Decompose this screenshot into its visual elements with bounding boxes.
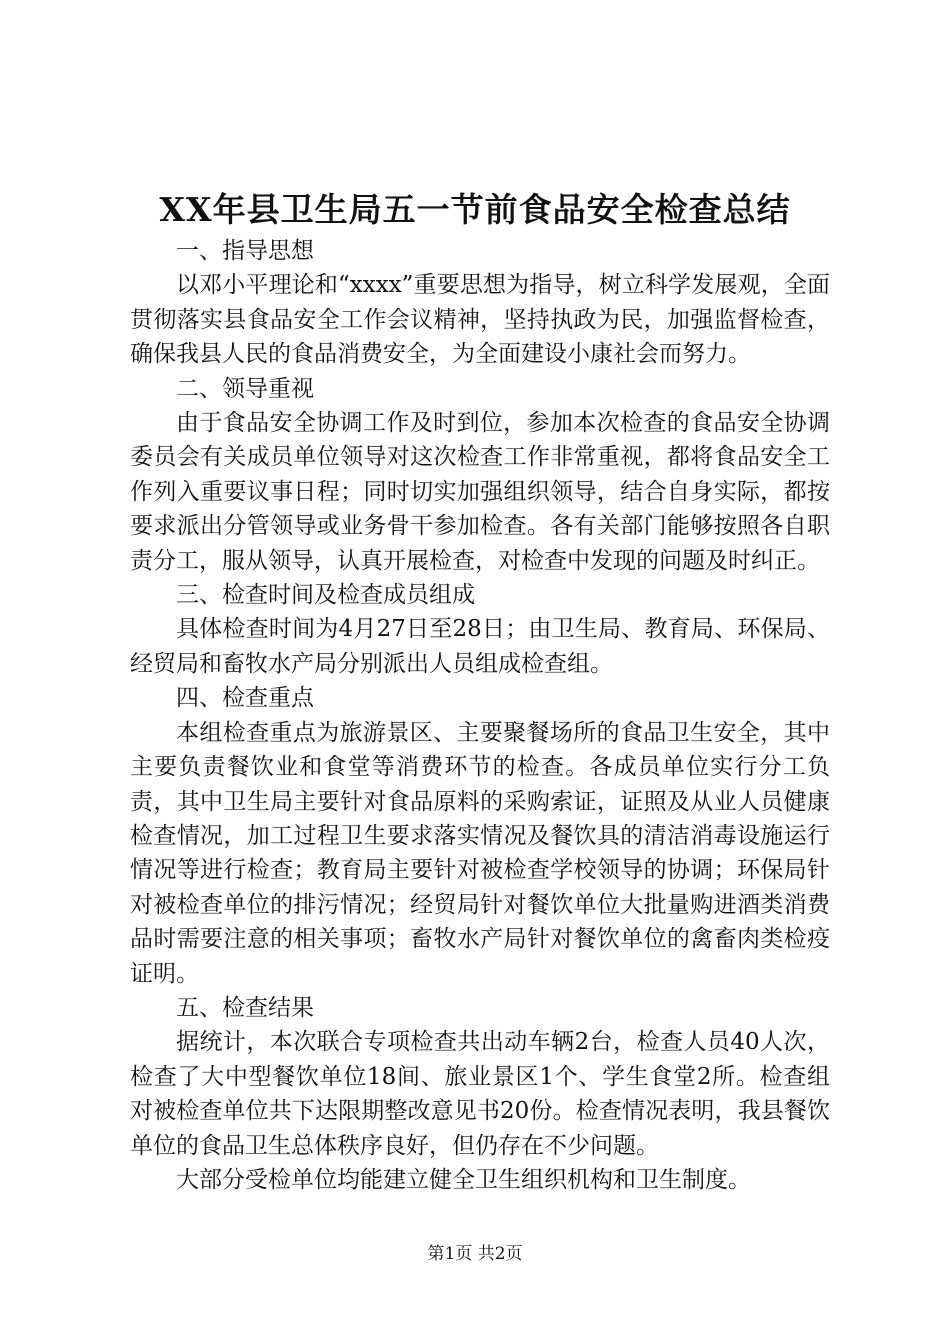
page-footer: 第1页 共2页: [427, 1244, 523, 1264]
section-heading: 四、检查重点: [176, 685, 314, 712]
body-paragraph: 具体检查时间为4月27日至28日；由卫生局、教育局、环保局、经贸局和畜牧水产局分别派出人员组成检查组。: [130, 616, 830, 677]
body-paragraph: 由于食品安全协调工作及时到位，参加本次检查的食品安全协调委员会有关成员单位领导对这次检查工作非常重视，都将食品安全工作列入重要议事日程；同时切实加强组织领导，结合自身实际，都按要求派出分管领导或业务骨干参加检查。各有关部门能够按照各自职责分工，服从领导，认真开展检查，对检查中发现的问题及时纠正。: [130, 410, 830, 574]
section-heading: 三、检查时间及检查成员组成: [176, 582, 475, 609]
body-paragraph: 本组检查重点为旅游景区、主要聚餐场所的食品卫生安全，其中主要负责餐饮业和食堂等消费环节的检查。各成员单位实行分工负责，其中卫生局主要针对食品原料的采购索证，证照及从业人员健康检查情况，加工过程卫生要求落实情况及餐饮具的清洁消毒设施运行情况等进行检查；教育局主要针对被检查学校领导的协调；环保局针对被检查单位的排污情况；经贸局针对餐饮单位大批量购进酒类消费品时需要注意的相关事项；畜牧水产局针对餐饮单位的禽畜肉类检疫证明。: [130, 719, 830, 987]
section-heading: 一、指导思想: [176, 238, 314, 264]
body-paragraph: 大部分受检单位均能建立健全卫生组织机构和卫生制度。: [176, 1166, 751, 1193]
document-body: [130, 234, 830, 1197]
section-heading: 二、领导重视: [176, 375, 314, 402]
body-paragraph: 据统计，本次联合专项检查共出动车辆2台，检查人员40人次，检查了大中型餐饮单位18间、旅业景区1个、学生食堂2所。检查组对被检查单位共下达限期整改意见书20份。检查情况表明，我县餐饮单位的食品卫生总体秩序良好，但仍存在不少问题。: [130, 1029, 830, 1159]
body-paragraph: 以邓小平理论和“xxxx”重要思想为指导，树立科学发展观，全面贯彻落实县食品安全工作会议精神，坚持执政为民，加强监督检查，确保我县人民的食品消费安全，为全面建设小康社会而努力。: [130, 272, 830, 368]
document-title: XX年县卫生局五一节前食品安全检查总结: [159, 190, 791, 229]
section-heading: 五、检查结果: [176, 994, 314, 1021]
